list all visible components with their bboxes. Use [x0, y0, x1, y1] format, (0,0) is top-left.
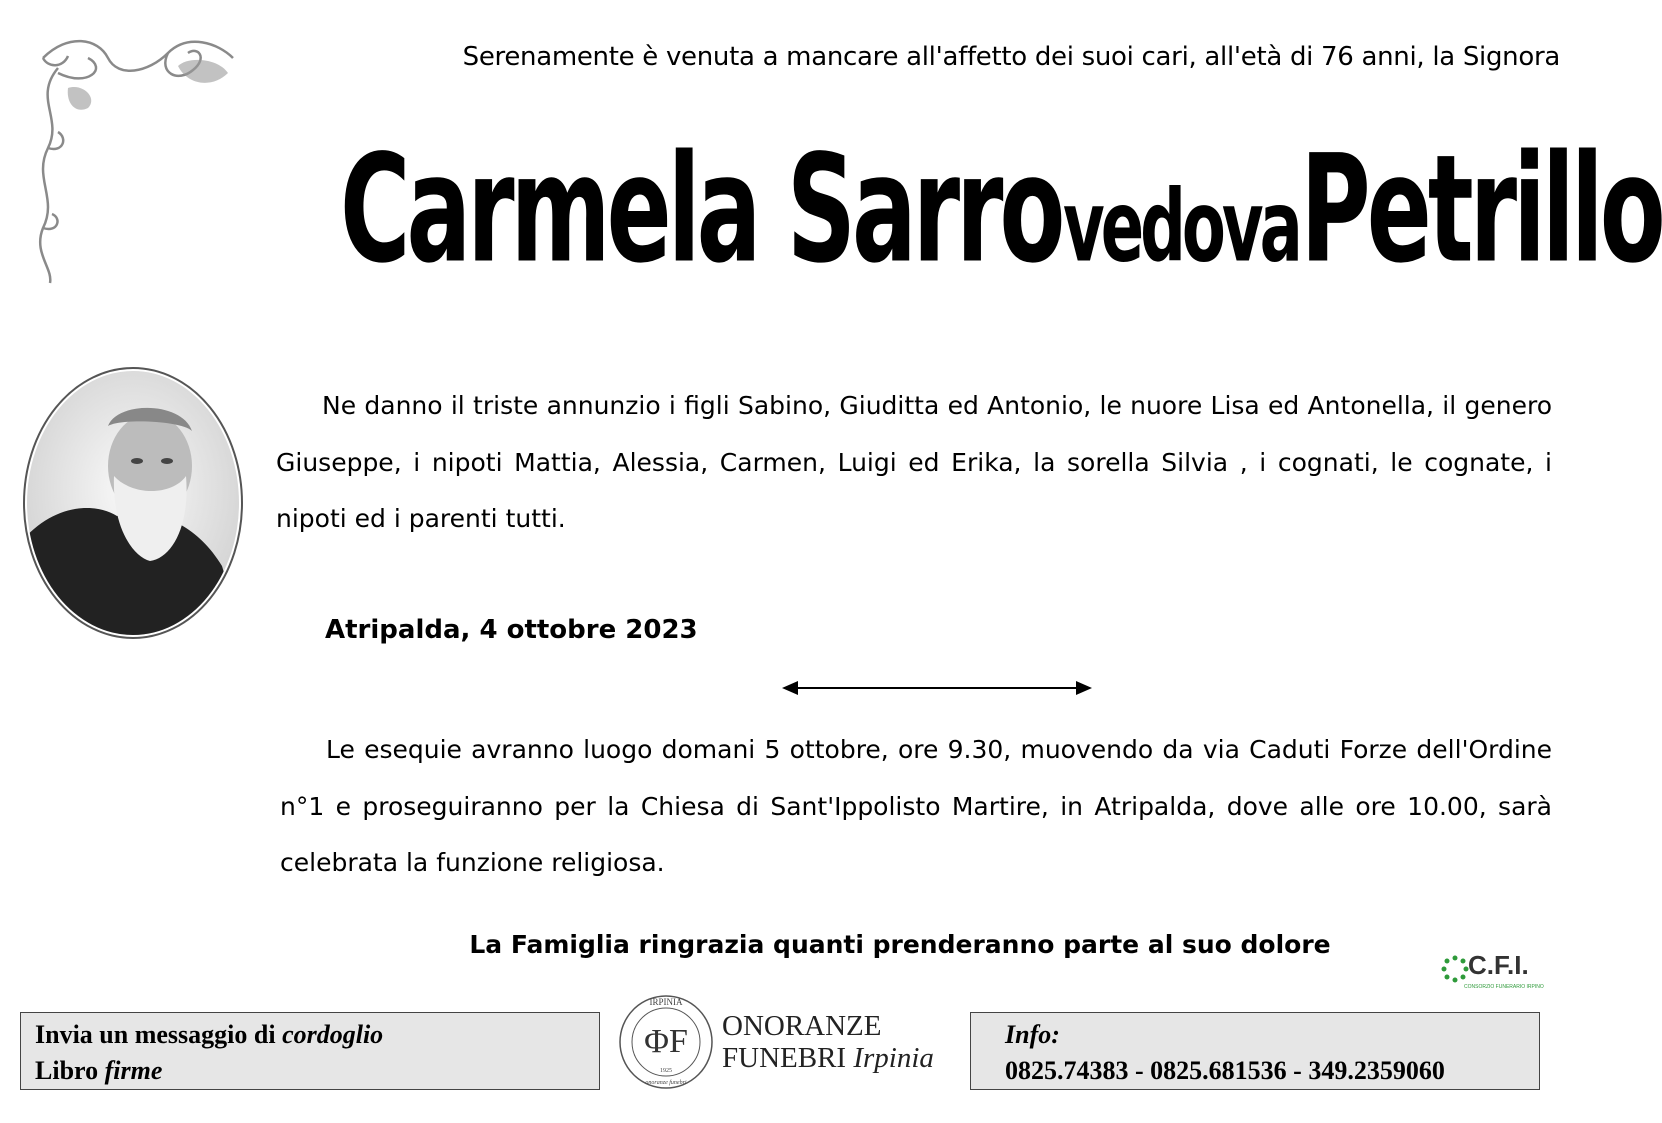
- announcement-text: Ne danno il triste annunzio i figli Sabino, Giuditta ed Antonio, le nuore Lisa ed Antonella, il genero Giuseppe, i nipoti Mattia, Alessia, Carmen, Luigi ed Erika, la sorella Silvia , i cognati, le cognate, i nipoti ed i parenti tutti.: [276, 391, 1552, 533]
- condolence-prefix: Invia un messaggio di: [35, 1020, 276, 1049]
- thanks-text: La Famiglia ringrazia quanti prenderanno parte al suo dolore: [469, 930, 1331, 959]
- book-prefix: Libro: [35, 1056, 99, 1085]
- condolence-word: cordoglio: [282, 1020, 384, 1049]
- logo-bottom-text: onoranze funebri: [645, 1080, 687, 1086]
- phone-numbers[interactable]: 0825.74383 - 0825.681536 - 349.2359060: [1005, 1056, 1445, 1085]
- company-name: [722, 1010, 934, 1074]
- info-label: Info: [1005, 1020, 1052, 1049]
- cfi-logo: [1440, 950, 1544, 996]
- company-line2b: Irpinia: [853, 1042, 934, 1074]
- logo-year: 1925: [660, 1068, 672, 1074]
- logo-top-text: IRPINIA: [649, 997, 683, 1007]
- company-line1: ONORANZE: [722, 1010, 882, 1042]
- condolence-link[interactable]: [35, 1017, 585, 1053]
- saint-portrait-image: [22, 366, 244, 640]
- guestbook-link[interactable]: [35, 1053, 585, 1089]
- svg-text:ΦF: ΦF: [644, 1023, 688, 1060]
- name-widow: vedova: [1062, 170, 1299, 286]
- cfi-text: C.F.I.: [1468, 950, 1529, 980]
- place-date: Atripalda, 4 ottobre 2023: [325, 615, 698, 645]
- intro-text: Serenamente è venuta a mancare all'affetto dei suoi cari, all'età di 76 anni, la Signora: [462, 42, 1560, 72]
- info-box: Info: 0825.74383 - 0825.681536 - 349.2359060: [970, 1012, 1540, 1090]
- double-arrow-divider: [780, 677, 1094, 699]
- cfi-subtext: CONSORZIO FUNERARIO IRPINO: [1464, 984, 1544, 990]
- name-married: Petrillo: [1300, 122, 1662, 297]
- name-first: Carmela Sarro: [340, 122, 1062, 297]
- condolence-box[interactable]: [20, 1012, 600, 1090]
- dots-ring-icon: [1440, 954, 1470, 984]
- funeral-info-text: Le esequie avranno luogo domani 5 ottobre, ore 9.30, muovendo da via Caduti Forze dell'Ordine n°1 e proseguiranno per la Chiesa di Sant'Ippolisto Martire, in Atripalda, dove alle ore 10.00, sarà celebrata la funzione religiosa.: [280, 735, 1552, 877]
- funeral-home-seal-logo: [616, 992, 716, 1092]
- company-line2a: FUNEBRI: [722, 1042, 847, 1074]
- book-word: firme: [104, 1056, 163, 1085]
- corner-ornament: [28, 28, 243, 288]
